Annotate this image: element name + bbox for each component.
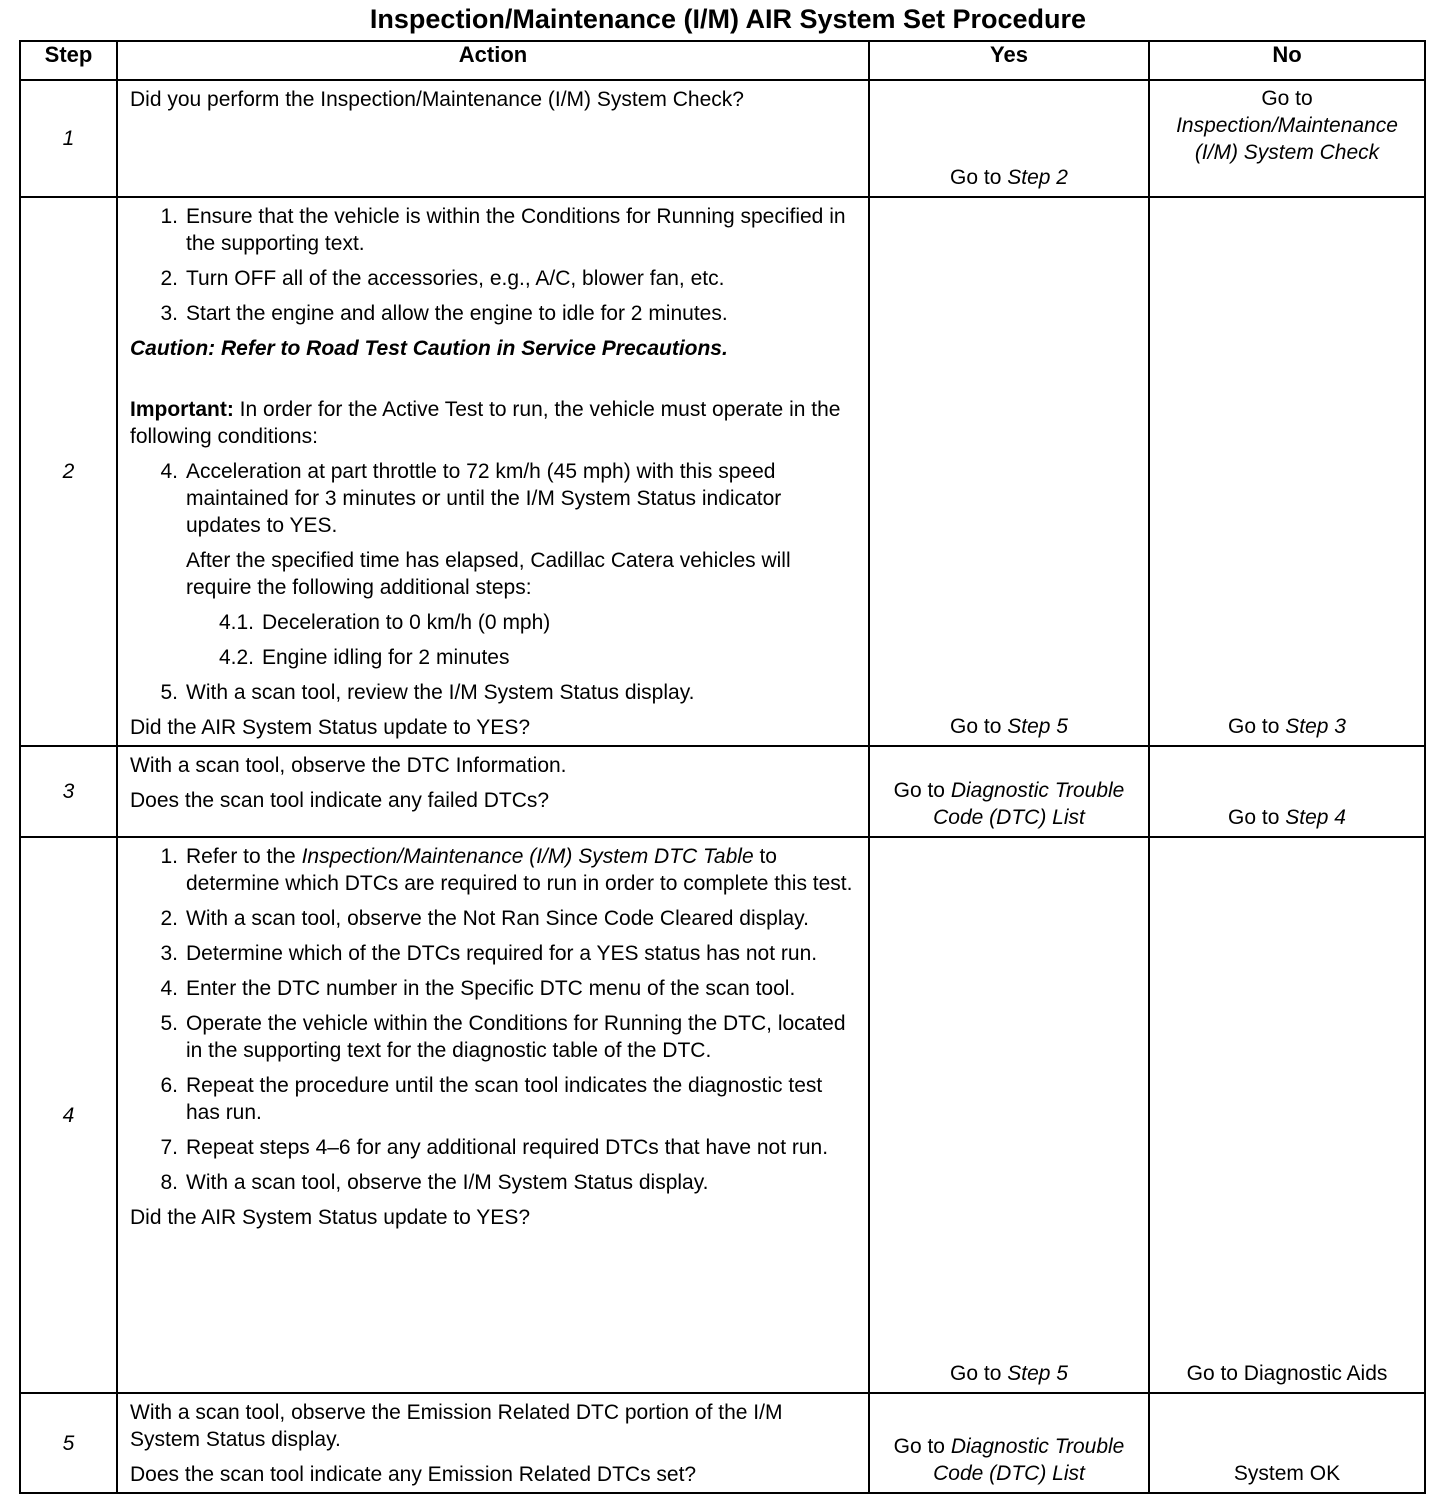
yes-prefix: Go to [950, 715, 1008, 738]
list-item: 5. With a scan tool, review the I/M System Status display. [160, 681, 695, 704]
page-title: Inspection/Maintenance (I/M) AIR System Set Procedure [369, 4, 1087, 34]
list-item: 1. Refer to the Inspection/Maintenance (I/M) System DTC Table to determine which DTCs are required to run in order to complete this test. [160, 845, 853, 895]
no-prefix: Go to [1261, 87, 1313, 110]
list-item: 3. Determine which of the DTCs required for a YES status has not run. [160, 942, 818, 965]
no-cell [1149, 746, 1425, 837]
caution-note: Caution: Refer to Road Test Caution in Service Precautions. [130, 337, 728, 360]
no-cell [1149, 837, 1425, 1393]
list-item: 3. Start the engine and allow the engine to idle for 2 minutes. [160, 302, 728, 325]
yes-prefix: Go to [893, 779, 951, 802]
action-cell [117, 197, 869, 746]
procedure-table [19, 40, 1426, 1494]
table-row [20, 1393, 1425, 1493]
header-row [20, 41, 1425, 80]
diagnostic-aids-link[interactable]: Go to Diagnostic Aids [1186, 1362, 1388, 1385]
yes-cell [869, 80, 1149, 197]
header-yes: Yes [869, 41, 1149, 80]
yes-prefix: Go to [950, 166, 1008, 189]
yes-cell [869, 197, 1149, 746]
question-text: Did the AIR System Status update to YES? [130, 716, 531, 739]
question-text: Does the scan tool indicate any Emission Related DTCs set? [130, 1463, 697, 1486]
action-text: With a scan tool, observe the DTC Information. [130, 754, 567, 777]
header-no: No [1149, 41, 1425, 80]
no-reference-link[interactable]: Inspection/Maintenance (I/M) System Check [1176, 114, 1398, 164]
list-item: 7. Repeat steps 4–6 for any additional required DTCs that have not run. [160, 1136, 829, 1159]
list-item: 2. With a scan tool, observe the Not Ran Since Code Cleared display. [160, 907, 809, 930]
instruction-list [130, 843, 858, 1196]
yes-cell [869, 746, 1149, 837]
table-row [20, 837, 1425, 1393]
action-cell [117, 837, 869, 1393]
yes-prefix: Go to [950, 1362, 1008, 1385]
dtc-list-link[interactable]: Diagnostic Trouble Code (DTC) List [933, 1435, 1125, 1485]
header-step: Step [20, 41, 117, 80]
dtc-table-link[interactable]: Inspection/Maintenance (I/M) System DTC Table [301, 845, 754, 868]
sub-note: After the specified time has elapsed, Cadillac Catera vehicles will require the following additional steps: [186, 549, 791, 599]
no-prefix: Go to [1228, 715, 1286, 738]
table-row [20, 197, 1425, 746]
no-step-link[interactable]: Step 3 [1285, 715, 1346, 738]
no-cell [1149, 80, 1425, 197]
yes-step-link[interactable]: Step 2 [1007, 166, 1068, 189]
yes-cell [869, 1393, 1149, 1493]
table-row [20, 746, 1425, 837]
yes-step-link[interactable]: Step 5 [1007, 1362, 1068, 1385]
important-note: Important: In order for the Active Test to run, the vehicle must operate in the following conditions: [130, 398, 841, 448]
action-cell [117, 746, 869, 837]
list-item: 4.2. Engine idling for 2 minutes [218, 646, 510, 669]
list-item: 8. With a scan tool, observe the I/M System Status display. [160, 1171, 709, 1194]
yes-prefix: Go to [893, 1435, 951, 1458]
table-row [20, 80, 1425, 197]
step-number: 3 [20, 746, 117, 837]
action-cell [117, 80, 869, 197]
step-number: 1 [20, 80, 117, 197]
yes-step-link[interactable]: Step 5 [1007, 715, 1068, 738]
list-item: 4. Acceleration at part throttle to 72 km/h (45 mph) with this speed maintained for 3 minutes or until the I/M System Status indicator updates to YES. [160, 460, 782, 537]
instruction-list [130, 203, 858, 327]
action-text: With a scan tool, observe the Emission Related DTC portion of the I/M System Status display. [130, 1401, 783, 1451]
instruction-list [130, 679, 858, 706]
list-item: 4. Enter the DTC number in the Specific DTC menu of the scan tool. [160, 977, 796, 1000]
question-text: Does the scan tool indicate any failed DTCs? [130, 789, 550, 812]
list-item: 2. Turn OFF all of the accessories, e.g., A/C, blower fan, etc. [160, 267, 725, 290]
header-action: Action [117, 41, 869, 80]
instruction-list [130, 458, 858, 539]
no-cell [1149, 197, 1425, 746]
no-prefix: Go to [1228, 806, 1286, 829]
step-number: 2 [20, 197, 117, 746]
no-cell [1149, 1393, 1425, 1493]
list-item: 1. Ensure that the vehicle is within the Conditions for Running specified in the supporting text. [160, 205, 846, 255]
step-number: 5 [20, 1393, 117, 1493]
list-item: 4.1. Deceleration to 0 km/h (0 mph) [218, 611, 551, 634]
system-ok-text: System OK [1233, 1462, 1341, 1485]
question-text: Did the AIR System Status update to YES? [130, 1206, 531, 1229]
yes-cell [869, 837, 1149, 1393]
step-number: 4 [20, 837, 117, 1393]
dtc-list-link[interactable]: Diagnostic Trouble Code (DTC) List [933, 779, 1125, 829]
question-text: Did you perform the Inspection/Maintenance (I/M) System Check? [130, 88, 744, 111]
no-step-link[interactable]: Step 4 [1285, 806, 1346, 829]
action-cell [117, 1393, 869, 1493]
list-item: 6. Repeat the procedure until the scan tool indicates the diagnostic test has run. [160, 1074, 823, 1124]
sub-list [130, 609, 858, 671]
list-item: 5. Operate the vehicle within the Conditions for Running the DTC, located in the supporting text for the diagnostic table of the DTC. [160, 1012, 846, 1062]
